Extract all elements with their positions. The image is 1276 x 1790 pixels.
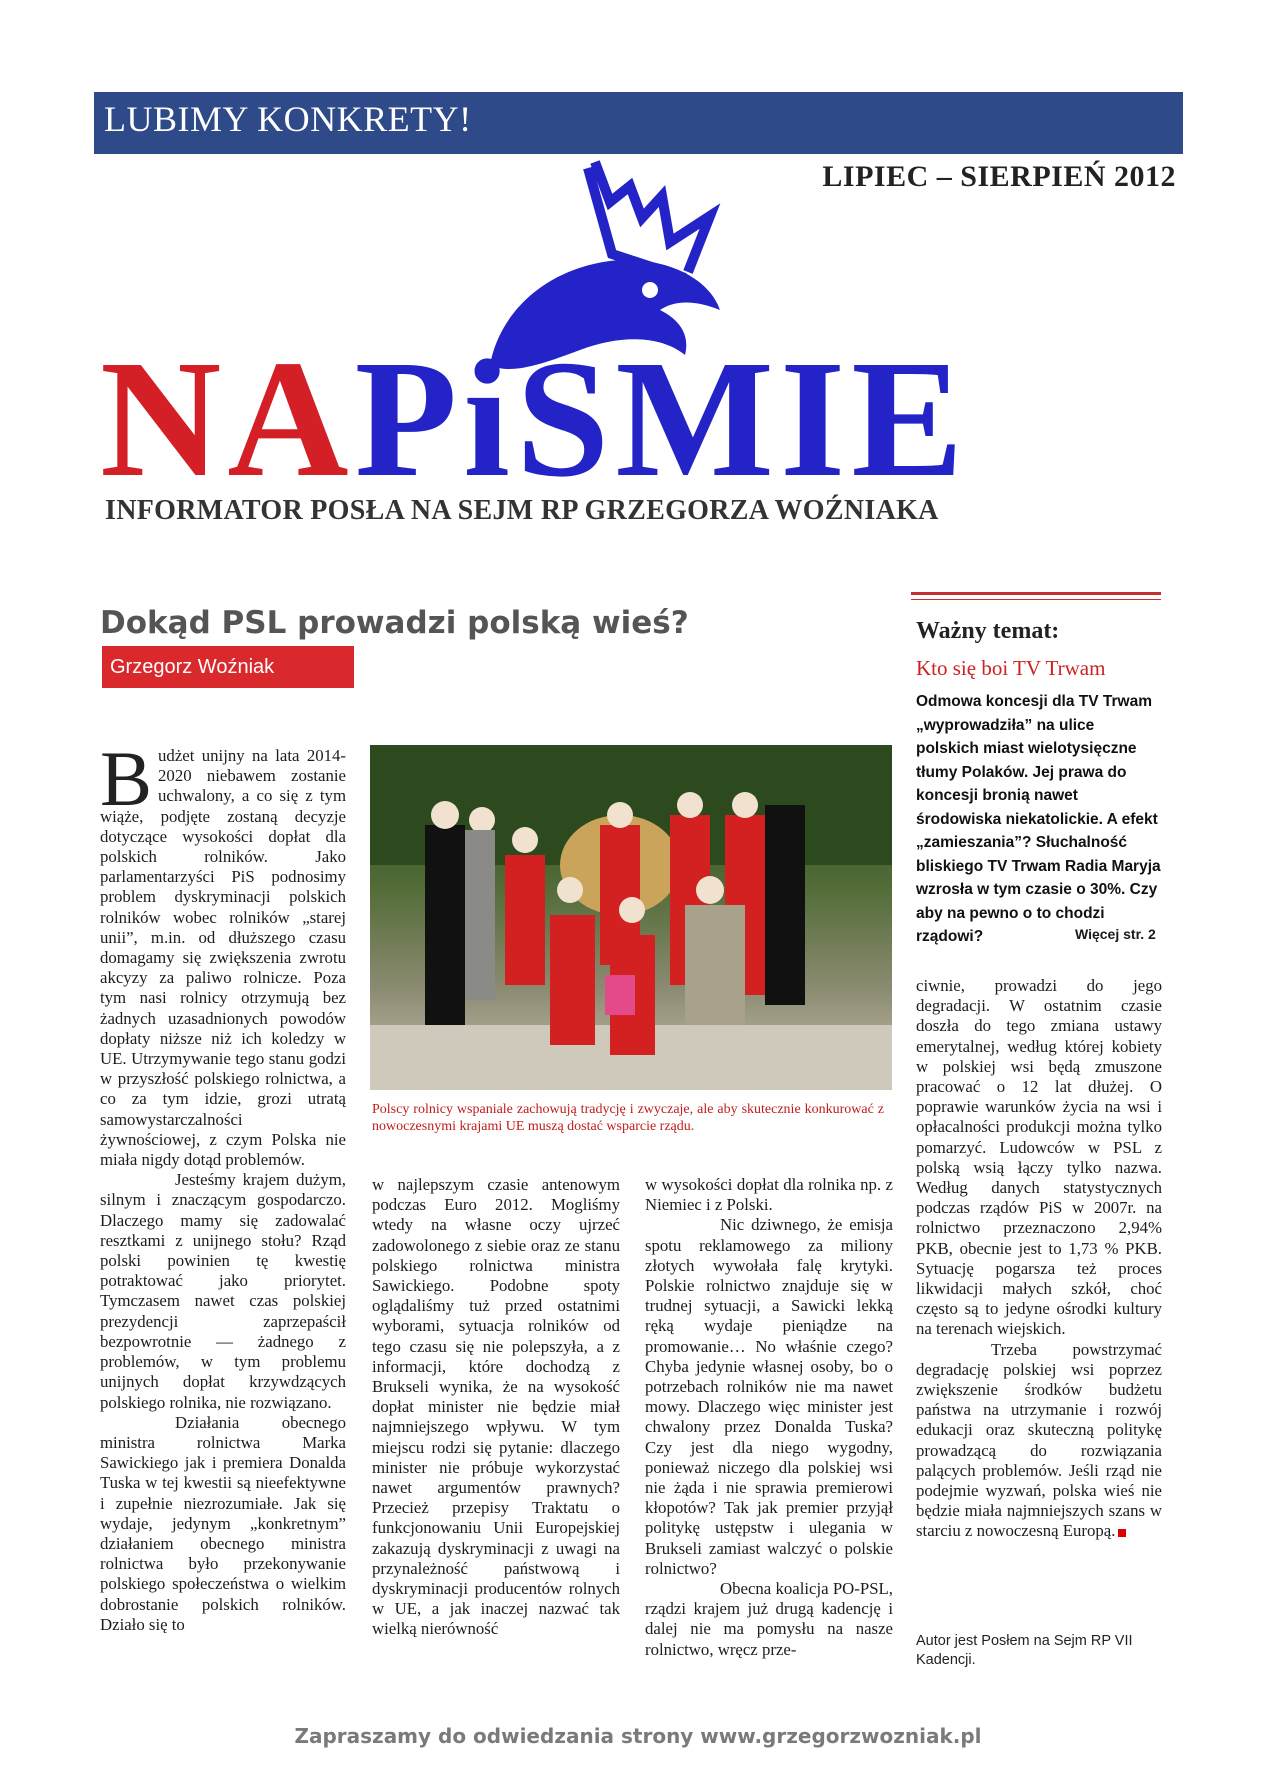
sidebar-title: Ważny temat: [916,618,1060,644]
col1-paragraph-3: Działania obecnego ministra rolnictwa Marka Sawickiego jak i premiera Donalda Tuska w tej kwestii są nieefektywne i zupełnie niezrozumiałe. Jak się wydaje, jedynym „konkretnym” działaniem obecnego ministra rolnictwa było przekonywanie polskiego społeczeństwa o wielkim dobrostanie polskich rolników. Działo się to [100,1412,346,1634]
col2-paragraph: w najlepszym czasie antenowym podczas Euro 2012. Mogliśmy wtedy na własne oczy ujrzeć zadowolonego z siebie oraz ze stanu polskiego rolnictwa ministra Sawickiego. Podobne spoty oglądaliśmy tuż przed ostatnimi wyborami, sytuacja rolników od tego czasu się nie polepszyła, a z informacji, które dochodzą z Brukseli wynika, że na wysokość dopłat minister nie będzie miał najmniejszego wpływu. W tym miejscu rodzi się pytanie: dlaczego minister nie próbuje wykorzystać nawet argumentów prawnych? Przecież przepisy Traktatu o funkcjonowaniu Unii Europejskiej zakazują dyskryminacji z uwagi na przynależność państwową i dyskryminacji producentów rolnych w UE, a jak inaczej nazwać tak wielką nierówność [372,1175,620,1639]
col1-paragraph-1: udżet unijny na lata 2014-2020 niebawem zostanie uchwalony, a co się z tym wiąże, podjęte zostaną decyzje dotyczące wysokości dopłat dla polskich rolników. Jako parlamentarzyści PiS podnosimy problem dyskryminacji polskich rolników wobec rolników „starej unii”, m.in. od dłuższego czasu domagamy się zwiększenia zwrotu akcyzy za paliwo rolnicze. Poza tym nasi rolnicy otrzymują bez żadnych uzasadnionych powodów dopłaty niższe niż ich koledzy w UE. Utrzymywanie tego stanu godzi w przyszłość polskiego rolnictwa, a co za tym idzie, grozi utratą samowystarczalności żywnościowej, z czym Polska nie miała nigdy dotąd problemów. [100,746,346,1170]
article-column-2 [372,1175,620,1640]
issue-date: LIPIEC – SIERPIEŃ 2012 [822,160,1176,193]
photo-illustration [370,745,892,1090]
masthead-part2: Pi [354,326,516,512]
col1-paragraph-2: Jesteśmy krajem dużym, silnym i znaczącym gospodarczo. Dlaczego mamy się zadowalać resztkami z unijnego stołu? Rząd polski powinien tę kwestię potraktować jako priorytet. Tymczasem nawet czas polskiej prezydencji zaprzepaścił bezpowrotnie — żadnego z problemów, w tym problemu unijnych dopłat krzywdzących polskiego rolnika, nie rozwiązano. [100,1170,346,1412]
col3-paragraph-2: Nic dziwnego, że emisja spotu reklamowego za miliony złotych wywołała falę krytyki. Polskie rolnictwo znajduje się w trudnej sytuacji, a Sawicki lekką ręką wydaje pieniądze na promowanie… No właśnie czego? Chyba jedynie własnej osoby, bo o potrzebach rolników nie ma nawet mowy. Dlaczego więc minister jest chwalony przez Donalda Tuska? Czy jest dla niego wygodny, ponieważ niczego dla polskiej wsi nie żąda i nie sprawia premierowi kłopotów? Tak jak premier przyjął politykę ustępstw i ulegania w Brukseli zamiast walczyć o polskie rolnictwo? [645,1215,893,1578]
col3-paragraph-3: Obecna koalicja PO-PSL, rządzi krajem już drugą kadencję i dalej nie ma pomysłu na nasze rolnictwo, wręcz prze- [645,1579,893,1659]
sidebar-rule [911,592,1161,595]
sidebar-more-link[interactable]: Więcej str. 2 [1075,926,1156,942]
article-column-3 [645,1175,893,1660]
sidebar-body: Odmowa koncesji dla TV Trwam „wyprowadziła” na ulice polskich miast wielotysięczne tłumy Polaków. Jej prawa do koncesji bronią nawet środowiska niekatolickie. A efekt „zamieszania”? Słuchalność bliskiego TV Trwam Radia Maryja wzrosła w tym czasie o 30%. Czy aby na pewno o to chodzi rządowi? [916,693,1161,945]
col4-paragraph-2: Trzeba powstrzymać degradację polskiej wsi poprzez zwiększenie środków budżetu państwa na utrzymanie i rozwój edukacji oraz skuteczną politykę prowadzącą do rozwiązania palących problemów. Jeśli rząd nie podejmie wyzwań, polska wieś nie będzie miała najmniejszych szans w starciu z nowoczesną Europą. [916,1339,1162,1541]
photo-caption: Polscy rolnicy wspaniale zachowują tradycję i zwyczaje, ale aby skutecznie konkurować z nowoczesnymi krajami UE muszą dostać wsparcie rządu. [372,1102,884,1134]
folk-group-photo [370,745,892,1090]
masthead-subtitle: INFORMATOR POSŁA NA SEJM RP GRZEGORZA WOŹNIAKA [105,495,939,526]
top-banner [94,92,1183,154]
author-label: Grzegorz Woźniak [102,646,354,688]
end-mark-icon [1118,1529,1126,1537]
sidebar-subtitle: Kto się boi TV Trwam [916,656,1106,680]
col3-paragraph-1: w wysokości dopłat dla rolnika np. z Niemiec i z Polski. [645,1175,893,1215]
footer-text[interactable]: Zapraszamy do odwiedzania strony www.grzegorzwozniak.pl [294,1724,982,1748]
article-column-1 [100,735,346,1635]
article-headline: Dokąd PSL prowadzi polską wieś? [100,605,689,641]
banner-text: LUBIMY KONKRETY! [104,99,472,139]
sidebar-rule-thin [911,599,1161,600]
masthead-part3: ŚMIE [515,326,970,512]
article-column-4 [916,976,1162,1542]
author-note: Autor jest Posłem na Sejm RP VII Kadencji. [916,1633,1133,1668]
drop-cap: B [100,735,153,822]
col4-paragraph-1: ciwnie, prowadzi do jego degradacji. W ostatnim czasie doszła do tego zmiana ustawy emerytalnej, według której kobiety w polskiej wsi będą zmuszone pracować o 12 lat dłużej. O poprawie warunków życia na wsi i opłacalności produkcji można tylko pomarzyć. Ludowców w PSL z polską wsią łączy tylko nazwa. Według danych statystycznych podczas rządów PiS w 2007r. na rolnictwo przeznaczono 2,94% PKB, obecnie jest to 1,73 % PKB. Sytuację pogarsza też proces likwidacji małych szkół, choć często są to jedyne ośrodki kultury na terenach wiejskich. [916,976,1162,1339]
masthead-part1: NA [100,326,355,512]
